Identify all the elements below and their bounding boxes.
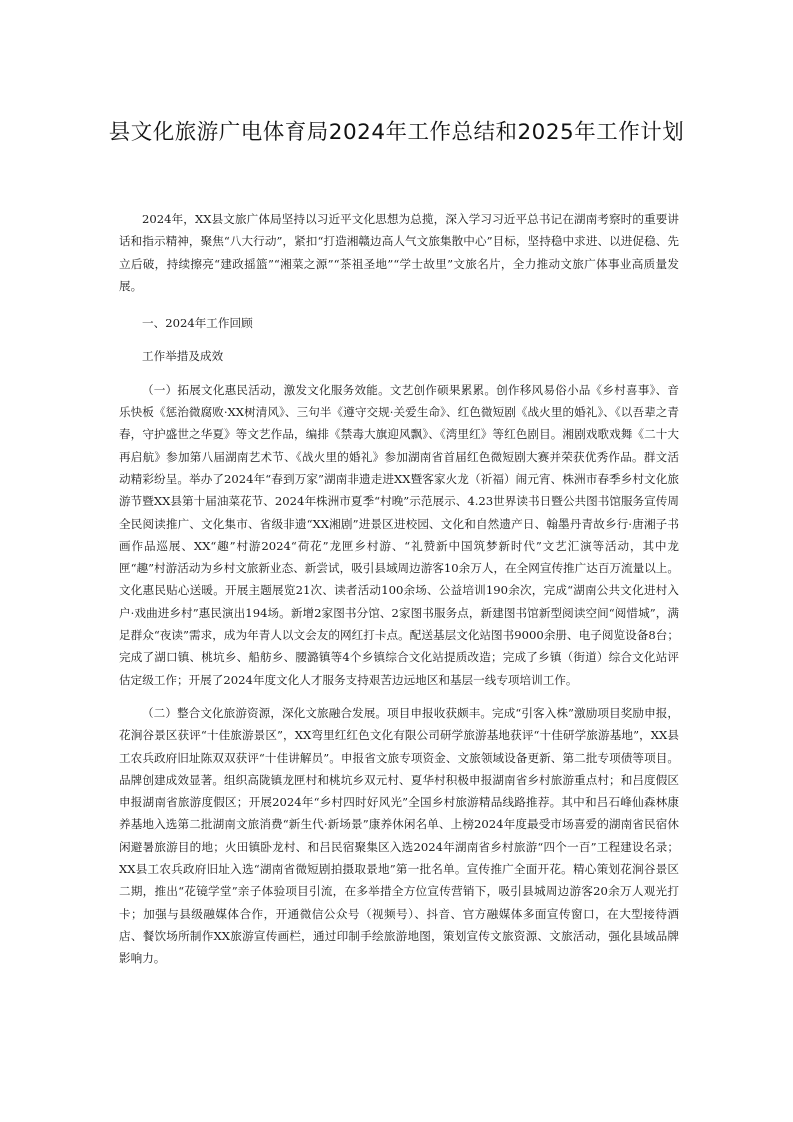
body-paragraph-2: （二）整合文化旅游资源，深化文旅融合发展。项目申报收获颇丰。完成“引客入株”激励项目奖励申报，花涧谷景区获评“十佳旅游景区”，XX弯里红红色文化有限公司研学旅游基地获评“十佳研学旅游基地”，XX县工农兵政府旧址陈双双获评“十佳讲解员”。申报省文旅专项资金、文旅领域设备更新、第二批专项债等项目。品牌创建成效显著。组织高陇镇龙匣村和桃坑乡双元村、夏华村积极申报湖南省乡村旅游重点村；和吕度假区申报湖南省旅游度假区；开展2024年“乡村四时好风光”全国乡村旅游精品线路推荐。其中和吕石峰仙森林康养基地入选第二批湖南文旅消费“新生代·新场景”康养休闲名单、上榜2024年度最受市场喜爱的湖南省民宿休闲避暑旅游目的地；火田镇卧龙村、和吕民宿聚集区入选2024年湖南省乡村旅游“四个一百”工程建设名录；XX县工农兵政府旧址入选“湖南省微短剧拍摄取景地”第一批名单。宣传推广全面开花。精心策划花涧谷景区二期，推出“花镜学堂”亲子体验项目引流，在多举措全方位宣传营销下，吸引县城周边游客20余万人观光打卡；加强与县级融媒体合作，开通微信公众号（视频号）、抖音、官方融媒体多面宣传窗口，在大型接待酒店、餐饮场所制作XX旅游宣传画栏，通过印制手绘旅游地图，策划宣传文旅资源、文旅活动，强化县域品牌影响力。 bbox=[119, 705, 679, 966]
document-body bbox=[119, 208, 679, 970]
section-heading: 一、2024年工作回顾 bbox=[142, 316, 253, 331]
subsection-heading: 工作举措及成效 bbox=[142, 349, 224, 364]
body-paragraph-1: （一）拓展文化惠民活动，激发文化服务效能。文艺创作硕果累累。创作移风易俗小品《乡村喜事》、音乐快板《惩治微腐败·XX树清风》、三句半《遵守交规·关爱生命》、红色微短剧《战火里的婚礼》、《以吾辈之青春，守护盛世之华夏》等文艺作品，编排《禁毒大旗迎风飘》、《湾里红》等红色剧目。湘剧戏歌戏舞《二十大再启航》参加第八届湖南艺术节、《战火里的婚礼》参加湖南省首届红色微短剧大赛并荣获优秀作品。群文活动精彩纷呈。举办了2024年“春到万家”湖南非遗走进XX暨客家火龙（祈福）闹元宵、株洲市春季乡村文化旅游节暨XX县第十届油菜花节、2024年株洲市夏季“村晚”示范展示、4.23世界读书日暨公共图书馆服务宣传周全民阅读推广、文化集市、省级非遗“XX湘剧”进景区进校园、文化和自然遗产日、翰墨丹青故乡行·唐湘子书画作品巡展、XX“趣”村游2024“荷花”龙匣乡村游、“礼赞新中国筑梦新时代”文艺汇演等活动，其中龙匣“趣”村游活动为乡村文旅新业态、新尝试，吸引县域周边游客10余万人，在全网宣传推广达百万流量以上。文化惠民贴心送暖。开展主题展览21次、读者活动100余场、公益培训190余次，完成“湖南公共文化进村入户·戏曲进乡村”惠民演出194场。新增2家图书分馆、2家图书服务点，新建图书馆新型阅读空间“阅惜城”，满足群众“夜读”需求，成为年青人以文会友的网红打卡点。配送基层文化站图书9000余册、电子阅览设备8台；完成了湖口镇、桃坑乡、船舫乡、腰潞镇等4个乡镇综合文化站提质改造；完成了乡镇（街道）综合文化站评估定级工作；开展了2024年度文化人才服务支持艰苦边远地区和基层一线专项培训工作。 bbox=[119, 382, 679, 687]
intro-paragraph: 2024年，XX县文旅广体局坚持以习近平文化思想为总揽，深入学习习近平总书记在湖南考察时的重要讲话和指示精神，聚焦“八大行动”，紧扣“打造湘赣边高人气文旅集散中心”目标，坚持稳中求进、以进促稳、先立后破，持续擦亮“建政摇篮”“湘菜之源”“茶祖圣地”“学士故里”文旅名片，全力推动文旅广体事业高质量发展。 bbox=[119, 212, 679, 293]
document-title: 县文化旅游广电体育局2024年工作总结和2025年工作计划 bbox=[108, 120, 685, 145]
